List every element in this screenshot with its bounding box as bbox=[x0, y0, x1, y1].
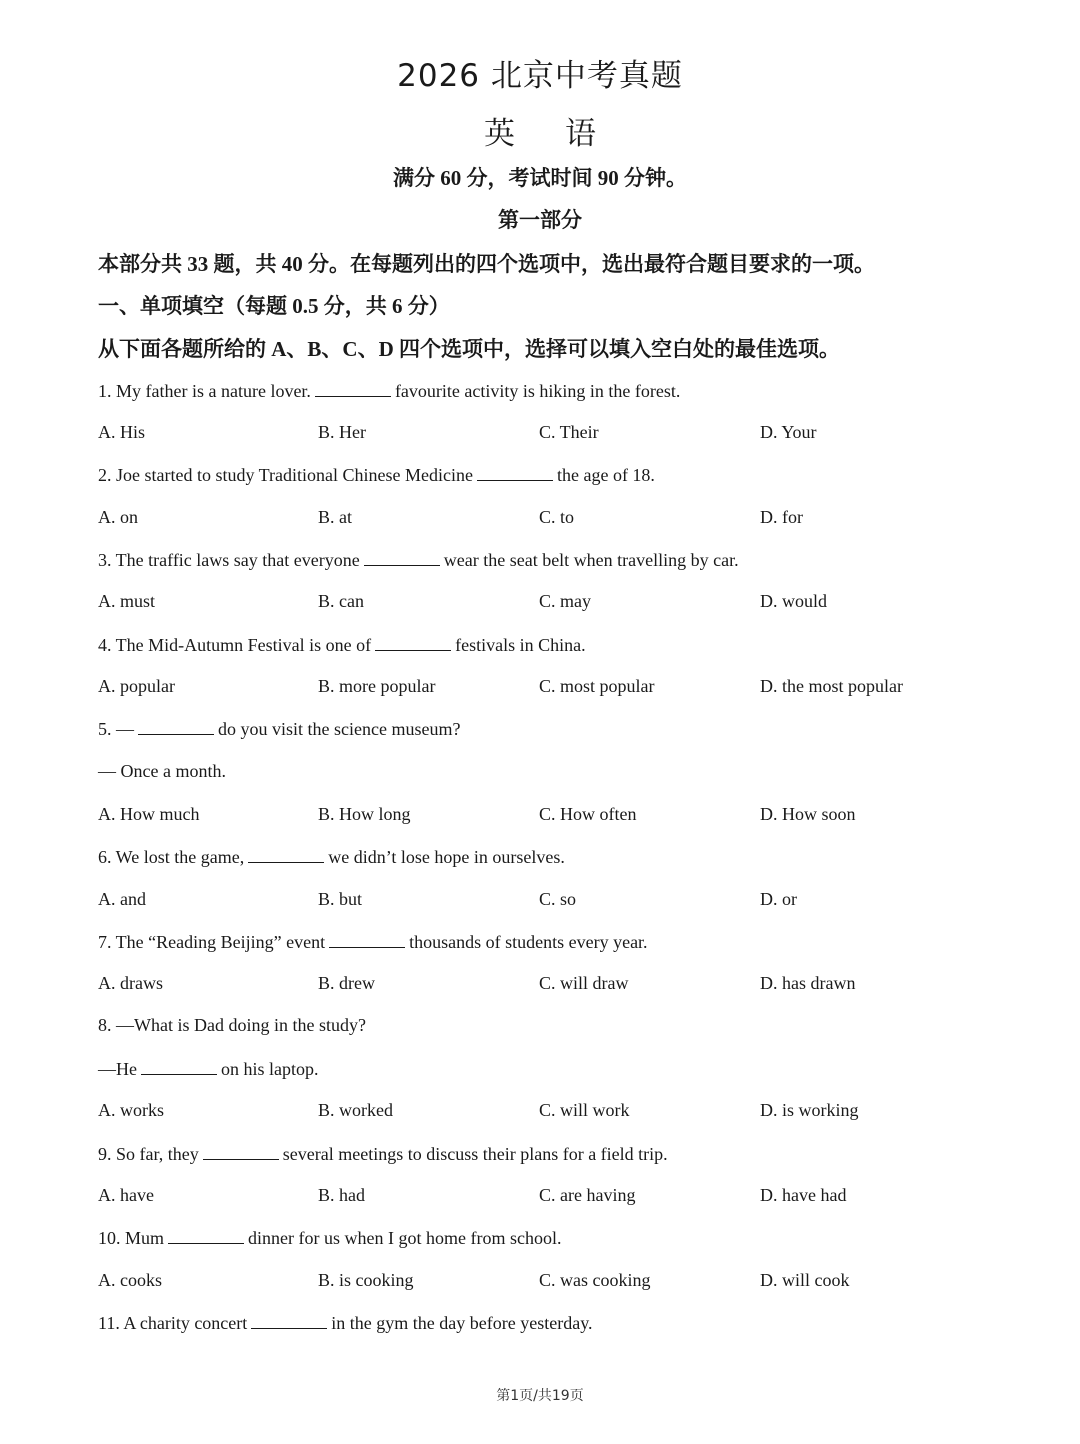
option-b: B. drew bbox=[318, 973, 375, 993]
option-b: B. more popular bbox=[318, 676, 436, 696]
option-d: D. Your bbox=[760, 422, 817, 442]
options-6 bbox=[98, 889, 998, 915]
question-text: 11. A charity concert bbox=[98, 1313, 248, 1333]
option-a: A. cooks bbox=[98, 1270, 162, 1290]
option-d: D. the most popular bbox=[760, 676, 903, 696]
part-note: 本部分共 33 题，共 40 分。在每题列出的四个选项中，选出最符合题目要求的一项。 bbox=[98, 252, 875, 276]
question-text: do you visit the science museum? bbox=[218, 719, 461, 739]
question-text: 4. The Mid-Autumn Festival is one of bbox=[98, 635, 372, 655]
exam-info: 满分 60 分，考试时间 90 分钟。 bbox=[393, 166, 687, 190]
question-text: wear the seat belt when travelling by car. bbox=[443, 550, 739, 570]
answer-blank bbox=[248, 846, 324, 863]
question-text: 5. — bbox=[98, 719, 134, 739]
option-a: A. works bbox=[98, 1100, 164, 1120]
question-text: 3. The traffic laws say that everyone bbox=[98, 550, 360, 570]
question-text: thousands of students every year. bbox=[409, 932, 648, 952]
subject-char-1: 英 bbox=[484, 116, 515, 152]
options-8 bbox=[98, 1100, 998, 1126]
question-text: favourite activity is hiking in the forest. bbox=[394, 381, 681, 401]
question-text: festivals in China. bbox=[455, 635, 586, 655]
answer-blank bbox=[315, 380, 391, 397]
option-b: B. How long bbox=[318, 804, 411, 824]
question-text: 7. The “Reading Beijing” event bbox=[98, 932, 326, 952]
options-10 bbox=[98, 1270, 998, 1296]
option-d: D. is working bbox=[760, 1100, 859, 1120]
answer-blank bbox=[141, 1058, 217, 1075]
option-d: D. will cook bbox=[760, 1270, 850, 1290]
question-8: 8. —What is Dad doing in the study? bbox=[98, 1015, 366, 1035]
option-a: A. on bbox=[98, 507, 138, 527]
question-text: —He bbox=[98, 1059, 137, 1079]
option-a: A. and bbox=[98, 889, 146, 909]
answer-blank bbox=[251, 1312, 327, 1329]
question-text: 1. My father is a nature lover. bbox=[98, 381, 311, 401]
option-b: B. at bbox=[318, 507, 352, 527]
option-b: B. had bbox=[318, 1185, 365, 1205]
option-b: B. worked bbox=[318, 1100, 393, 1120]
question-text: the age of 18. bbox=[556, 465, 655, 485]
option-d: D. have had bbox=[760, 1185, 847, 1205]
question-text: 2. Joe started to study Traditional Chinese Medicine bbox=[98, 465, 473, 485]
question-text: on his laptop. bbox=[221, 1059, 319, 1079]
question-text: 6. We lost the game, bbox=[98, 847, 245, 867]
exam-title: 2026 北京中考真题 bbox=[397, 58, 683, 94]
options-4 bbox=[98, 676, 998, 702]
options-2 bbox=[98, 507, 998, 533]
question-6 bbox=[98, 846, 565, 868]
question-11 bbox=[98, 1312, 593, 1334]
question-text: 10. Mum bbox=[98, 1228, 165, 1248]
option-d: D. for bbox=[760, 507, 803, 527]
option-c: C. will work bbox=[539, 1100, 630, 1120]
option-b: B. can bbox=[318, 591, 364, 611]
option-d: D. would bbox=[760, 591, 827, 611]
options-7 bbox=[98, 973, 998, 999]
section-direction: 从下面各题所给的 A、B、C、D 四个选项中，选择可以填入空白处的最佳选项。 bbox=[98, 337, 841, 361]
option-c: C. will draw bbox=[539, 973, 629, 993]
question-5 bbox=[98, 718, 460, 740]
answer-blank bbox=[138, 718, 214, 735]
option-d: D. has drawn bbox=[760, 973, 856, 993]
options-9 bbox=[98, 1185, 998, 1211]
option-c: C. How often bbox=[539, 804, 637, 824]
option-a: A. How much bbox=[98, 804, 200, 824]
option-d: D. or bbox=[760, 889, 797, 909]
option-b: B. Her bbox=[318, 422, 366, 442]
option-c: C. Their bbox=[539, 422, 599, 442]
question-7 bbox=[98, 931, 648, 953]
answer-blank bbox=[168, 1227, 244, 1244]
subject-char-2: 语 bbox=[565, 116, 596, 152]
option-a: A. His bbox=[98, 422, 146, 442]
option-b: B. is cooking bbox=[318, 1270, 414, 1290]
section-heading: 一、单项填空（每题 0.5 分，共 6 分） bbox=[98, 294, 450, 318]
question-4 bbox=[98, 634, 586, 656]
options-5 bbox=[98, 804, 998, 830]
question-text: dinner for us when I got home from school. bbox=[248, 1228, 562, 1248]
question-3 bbox=[98, 549, 739, 571]
option-a: A. have bbox=[98, 1185, 154, 1205]
part-heading: 第一部分 bbox=[498, 208, 582, 232]
option-b: B. but bbox=[318, 889, 363, 909]
option-a: A. draws bbox=[98, 973, 163, 993]
question-text: several meetings to discuss their plans for a field trip. bbox=[282, 1144, 668, 1164]
question-text: in the gym the day before yesterday. bbox=[331, 1313, 593, 1333]
answer-blank bbox=[375, 634, 451, 651]
page-number: 第1页/共19页 bbox=[496, 1388, 584, 1404]
option-c: C. to bbox=[539, 507, 575, 527]
option-c: C. was cooking bbox=[539, 1270, 651, 1290]
question-10 bbox=[98, 1227, 561, 1249]
options-1 bbox=[98, 422, 998, 448]
option-a: A. popular bbox=[98, 676, 175, 696]
subject-title bbox=[0, 108, 1080, 153]
question-9 bbox=[98, 1143, 668, 1165]
answer-blank bbox=[329, 931, 405, 948]
question-text: we didn’t lose hope in ourselves. bbox=[328, 847, 565, 867]
question-5-reply: — Once a month. bbox=[98, 761, 226, 781]
option-a: A. must bbox=[98, 591, 156, 611]
answer-blank bbox=[203, 1143, 279, 1160]
option-c: C. are having bbox=[539, 1185, 636, 1205]
option-d: D. How soon bbox=[760, 804, 856, 824]
option-c: C. most popular bbox=[539, 676, 655, 696]
option-c: C. may bbox=[539, 591, 591, 611]
answer-blank bbox=[364, 549, 440, 566]
question-8-reply bbox=[98, 1058, 319, 1080]
answer-blank bbox=[477, 464, 553, 481]
options-3 bbox=[98, 591, 998, 617]
question-text: 9. So far, they bbox=[98, 1144, 199, 1164]
option-c: C. so bbox=[539, 889, 577, 909]
question-2 bbox=[98, 464, 655, 486]
question-1 bbox=[98, 380, 680, 402]
